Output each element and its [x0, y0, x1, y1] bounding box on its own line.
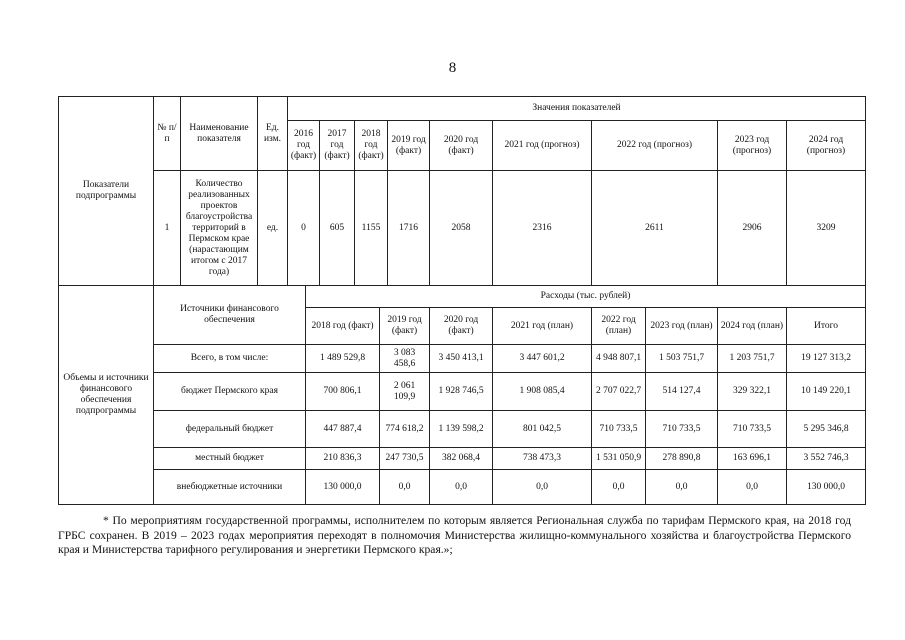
indicator-num: 1 [154, 171, 181, 286]
financing-row [59, 345, 866, 373]
year-header: 2018 год (факт) [355, 121, 388, 171]
expense-value: 19 127 313,2 [787, 345, 866, 373]
expense-value: 247 730,5 [380, 448, 430, 470]
indicators-label: Показатели подпрограммы [59, 97, 154, 286]
indicator-value: 1155 [355, 171, 388, 286]
expense-value: 710 733,5 [718, 411, 787, 448]
year-header: 2023 год (прогноз) [718, 121, 787, 171]
expense-value: 1 139 598,2 [430, 411, 493, 448]
financing-row [59, 373, 866, 411]
indicator-value: 3209 [787, 171, 866, 286]
year-header: 2016 год (факт) [288, 121, 320, 171]
expense-value: 130 000,0 [787, 470, 866, 505]
expense-value: 514 127,4 [646, 373, 718, 411]
year-header: 2018 год (факт) [306, 308, 380, 345]
source-name: внебюджетные источники [154, 470, 306, 505]
expense-value: 1 908 085,4 [493, 373, 592, 411]
subprogram-passport-table [58, 96, 866, 505]
source-name: местный бюджет [154, 448, 306, 470]
col-header-unit: Ед. изм. [258, 97, 288, 171]
expense-value: 1 531 050,9 [592, 448, 646, 470]
expense-value: 447 887,4 [306, 411, 380, 448]
expense-value: 3 447 601,2 [493, 345, 592, 373]
col-header-num: № п/п [154, 97, 181, 171]
indicator-value: 0 [288, 171, 320, 286]
expense-value: 0,0 [493, 470, 592, 505]
expense-value: 801 042,5 [493, 411, 592, 448]
expense-value: 738 473,3 [493, 448, 592, 470]
year-header: 2020 год (факт) [430, 308, 493, 345]
col-header-name: Наименование показателя [181, 97, 258, 171]
page-number: 8 [448, 60, 457, 76]
indicator-unit: ед. [258, 171, 288, 286]
expense-value: 0,0 [646, 470, 718, 505]
source-name: бюджет Пермского края [154, 373, 306, 411]
expenses-header: Расходы (тыс. рублей) [306, 286, 866, 308]
expense-value: 10 149 220,1 [787, 373, 866, 411]
expense-value: 1 489 529,8 [306, 345, 380, 373]
expense-value: 710 733,5 [592, 411, 646, 448]
indicator-value: 1716 [388, 171, 430, 286]
year-header: 2021 год (прогноз) [493, 121, 592, 171]
year-header: 2022 год (план) [592, 308, 646, 345]
expense-value: 278 890,8 [646, 448, 718, 470]
year-header: 2024 год (прогноз) [787, 121, 866, 171]
indicator-value: 2058 [430, 171, 493, 286]
expense-value: 1 928 746,5 [430, 373, 493, 411]
year-header: 2023 год (план) [646, 308, 718, 345]
expense-value: 2 707 022,7 [592, 373, 646, 411]
source-name: федеральный бюджет [154, 411, 306, 448]
expense-value: 382 068,4 [430, 448, 493, 470]
indicator-name: Количество реализованных проектов благоустройства территорий в Пермском крае (нарастающим итогом с 2017 года) [181, 171, 258, 286]
expense-value: 163 696,1 [718, 448, 787, 470]
financing-row [59, 448, 866, 470]
indicator-value: 2906 [718, 171, 787, 286]
expense-value: 0,0 [718, 470, 787, 505]
indicator-value: 2316 [493, 171, 592, 286]
expense-value: 0,0 [380, 470, 430, 505]
year-header: 2020 год (факт) [430, 121, 493, 171]
financing-row [59, 411, 866, 448]
expense-value: 0,0 [592, 470, 646, 505]
expense-value: 210 836,3 [306, 448, 380, 470]
financing-label: Объемы и источники финансового обеспечения подпрограммы [59, 286, 154, 505]
year-header: 2021 год (план) [493, 308, 592, 345]
values-header: Значения показателей [288, 97, 866, 121]
expense-value: 700 806,1 [306, 373, 380, 411]
year-header: Итого [787, 308, 866, 345]
footnote: * По мероприятиям государственной программы, исполнителем по которым является Региональная служба по тарифам Пермского края, на 2018 год ГРБС сохранен. В 2019 – 2023 годах мероприятия переходят в полномочия Министерства жилищно-коммунального хозяйства и благоустройства Пермского края и Министерства тарифного регулирования и энергетики Пермского края.»; [58, 514, 851, 557]
expense-value: 5 295 346,8 [787, 411, 866, 448]
indicators-header-row-1 [59, 97, 866, 121]
expense-value: 3 083 458,6 [380, 345, 430, 373]
source-name: Всего, в том числе: [154, 345, 306, 373]
expense-value: 0,0 [430, 470, 493, 505]
expense-value: 1 503 751,7 [646, 345, 718, 373]
indicator-value: 2611 [592, 171, 718, 286]
indicator-row [59, 171, 866, 286]
year-header: 2019 год (факт) [380, 308, 430, 345]
expense-value: 4 948 807,1 [592, 345, 646, 373]
year-header: 2024 год (план) [718, 308, 787, 345]
indicator-value: 605 [320, 171, 355, 286]
expense-value: 130 000,0 [306, 470, 380, 505]
year-header: 2017 год (факт) [320, 121, 355, 171]
expense-value: 2 061 109,9 [380, 373, 430, 411]
expense-value: 329 322,1 [718, 373, 787, 411]
col-header-source: Источники финансового обеспечения [154, 286, 306, 345]
expense-value: 3 552 746,3 [787, 448, 866, 470]
expense-value: 3 450 413,1 [430, 345, 493, 373]
expense-value: 710 733,5 [646, 411, 718, 448]
year-header: 2019 год (факт) [388, 121, 430, 171]
financing-row [59, 470, 866, 505]
year-header: 2022 год (прогноз) [592, 121, 718, 171]
financing-header-row-1 [59, 286, 866, 308]
expense-value: 774 618,2 [380, 411, 430, 448]
expense-value: 1 203 751,7 [718, 345, 787, 373]
